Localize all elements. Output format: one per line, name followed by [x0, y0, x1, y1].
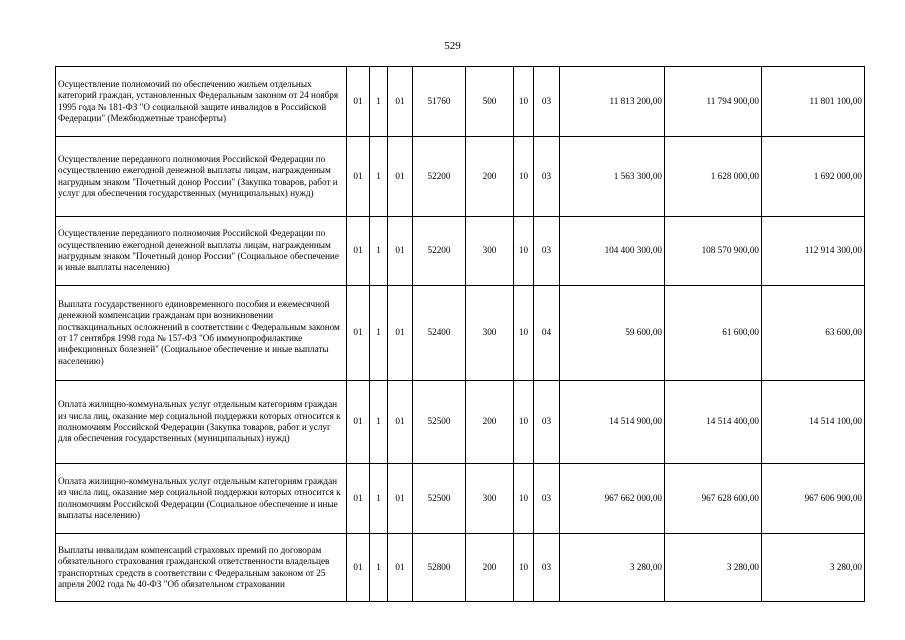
- row-description: Оплата жилищно-коммунальных услуг отдельным категориям граждан из числа лиц, оказание мер социальной поддержки которых относится к полномочиям Российской Федерации (Социальное обеспечение и иные выплаты населению): [56, 464, 347, 534]
- program-code: 01: [347, 464, 370, 534]
- row-description: Осуществление переданного полномочия Российской Федерации по осуществлению ежегодной денежной выплаты лицам, награжденным нагрудным знаком "Почетный донор России" (Закупка товаров, работ и услуг для обеспечения государственных (муниципальных) нужд): [56, 137, 347, 217]
- expense-type-code: 200: [466, 534, 514, 602]
- expense-type-code: 500: [466, 67, 514, 137]
- expense-type-code: 200: [466, 381, 514, 464]
- expense-type-code: 200: [466, 137, 514, 217]
- subprogram-code: 1: [370, 534, 388, 602]
- event-code: 01: [388, 381, 413, 464]
- amount-year-3: 1 692 000,00: [762, 137, 865, 217]
- subsection-code: 03: [534, 464, 560, 534]
- section-code: 10: [514, 67, 534, 137]
- amount-year-2: 11 794 900,00: [665, 67, 762, 137]
- amount-year-1: 3 280,00: [560, 534, 665, 602]
- subsection-code: 03: [534, 217, 560, 286]
- direction-code: 52200: [413, 137, 466, 217]
- event-code: 01: [388, 534, 413, 602]
- program-code: 01: [347, 286, 370, 381]
- program-code: 01: [347, 137, 370, 217]
- table-row: [56, 534, 865, 602]
- section-code: 10: [514, 534, 534, 602]
- budget-table: [55, 66, 865, 602]
- row-description: Осуществление полномочий по обеспечению жильем отдельных категорий граждан, установленных Федеральным законом от 24 ноября 1995 года № 181-ФЗ "О социальной защите инвалидов в Российской Федерации" (Межбюджетные трансферты): [56, 67, 347, 137]
- table-row: [56, 286, 865, 381]
- expense-type-code: 300: [466, 217, 514, 286]
- expense-type-code: 300: [466, 464, 514, 534]
- amount-year-2: 1 628 000,00: [665, 137, 762, 217]
- amount-year-1: 11 813 200,00: [560, 67, 665, 137]
- section-code: 10: [514, 217, 534, 286]
- amount-year-2: 108 570 900,00: [665, 217, 762, 286]
- amount-year-2: 3 280,00: [665, 534, 762, 602]
- expense-type-code: 300: [466, 286, 514, 381]
- event-code: 01: [388, 137, 413, 217]
- subprogram-code: 1: [370, 67, 388, 137]
- section-code: 10: [514, 286, 534, 381]
- subsection-code: 03: [534, 67, 560, 137]
- row-description: Оплата жилищно-коммунальных услуг отдельным категориям граждан из числа лиц, оказание мер социальной поддержки которых относится к полномочиям Российской Федерации (Закупка товаров, работ и услуг для обеспечения государственных (муниципальных) нужд): [56, 381, 347, 464]
- subprogram-code: 1: [370, 217, 388, 286]
- subprogram-code: 1: [370, 381, 388, 464]
- subprogram-code: 1: [370, 137, 388, 217]
- subsection-code: 03: [534, 534, 560, 602]
- row-description: Осуществление переданного полномочия Российской Федерации по осуществлению ежегодной денежной выплаты лицам, награжденным нагрудным знаком "Почетный донор России" (Социальное обеспечение и иные выплаты населению): [56, 217, 347, 286]
- section-code: 10: [514, 381, 534, 464]
- program-code: 01: [347, 381, 370, 464]
- event-code: 01: [388, 464, 413, 534]
- subsection-code: 03: [534, 381, 560, 464]
- amount-year-3: 3 280,00: [762, 534, 865, 602]
- direction-code: 52200: [413, 217, 466, 286]
- event-code: 01: [388, 67, 413, 137]
- amount-year-2: 967 628 600,00: [665, 464, 762, 534]
- table-row: [56, 217, 865, 286]
- amount-year-1: 967 662 000,00: [560, 464, 665, 534]
- direction-code: 52500: [413, 381, 466, 464]
- page-number: 529: [444, 40, 461, 52]
- subprogram-code: 1: [370, 464, 388, 534]
- table-row: [56, 67, 865, 137]
- amount-year-3: 967 606 900,00: [762, 464, 865, 534]
- direction-code: 52800: [413, 534, 466, 602]
- event-code: 01: [388, 217, 413, 286]
- direction-code: 51760: [413, 67, 466, 137]
- table-row: [56, 381, 865, 464]
- section-code: 10: [514, 137, 534, 217]
- amount-year-3: 11 801 100,00: [762, 67, 865, 137]
- program-code: 01: [347, 534, 370, 602]
- amount-year-3: 112 914 300,00: [762, 217, 865, 286]
- subsection-code: 04: [534, 286, 560, 381]
- amount-year-3: 63 600,00: [762, 286, 865, 381]
- amount-year-2: 14 514 400,00: [665, 381, 762, 464]
- row-description: Выплаты инвалидам компенсаций страховых премий по договорам обязательного страхования гражданской ответственности владельцев транспортных средств в соответствии с Федеральным законом от 25 апреля 2002 года № 40-ФЗ "Об обязательном страховании: [56, 534, 347, 602]
- direction-code: 52400: [413, 286, 466, 381]
- event-code: 01: [388, 286, 413, 381]
- amount-year-2: 61 600,00: [665, 286, 762, 381]
- amount-year-3: 14 514 100,00: [762, 381, 865, 464]
- subprogram-code: 1: [370, 286, 388, 381]
- subsection-code: 03: [534, 137, 560, 217]
- direction-code: 52500: [413, 464, 466, 534]
- amount-year-1: 104 400 300,00: [560, 217, 665, 286]
- program-code: 01: [347, 217, 370, 286]
- amount-year-1: 59 600,00: [560, 286, 665, 381]
- amount-year-1: 14 514 900,00: [560, 381, 665, 464]
- section-code: 10: [514, 464, 534, 534]
- table-row: [56, 464, 865, 534]
- table-row: [56, 137, 865, 217]
- program-code: 01: [347, 67, 370, 137]
- amount-year-1: 1 563 300,00: [560, 137, 665, 217]
- row-description: Выплата государственного единовременного пособия и ежемесячной денежной компенсации гражданам при возникновении поствакцинальных осложнений в соответствии с Федеральным законом от 17 сентября 1998 года № 157-ФЗ "Об иммунопрофилактике инфекционных болезней" (Социальное обеспечение и иные выплаты населению): [56, 286, 347, 381]
